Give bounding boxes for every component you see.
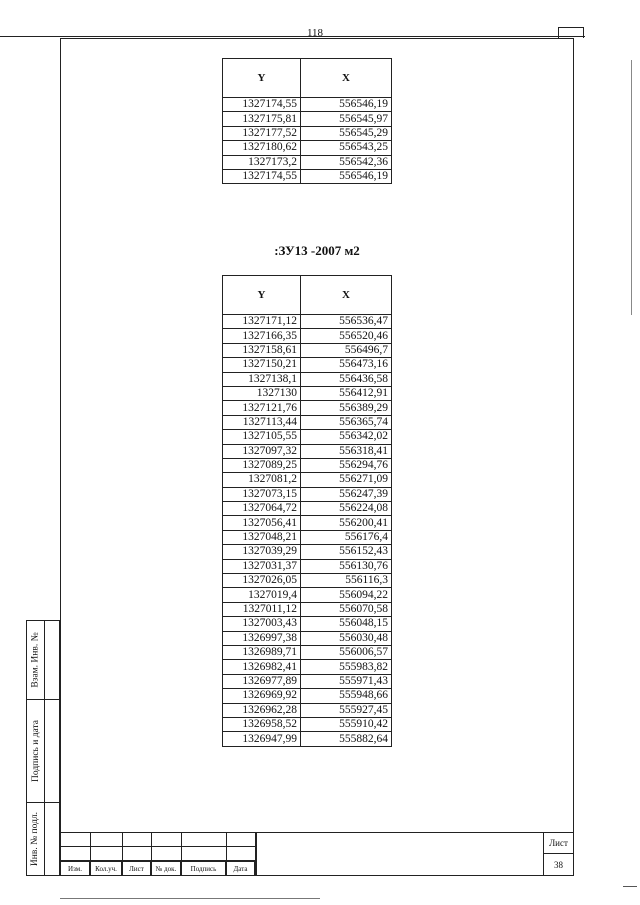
side-stamp-vzam-inv <box>26 620 60 700</box>
title-block-kol-uch: Кол.уч. <box>90 861 122 876</box>
title-block-n-dok: № док. <box>151 861 181 876</box>
title-block-podpis: Подпись <box>181 861 226 876</box>
side-label-vzam-inv: Взам. Инв. № <box>27 621 45 699</box>
table-row <box>223 430 392 444</box>
cell-x: 556412,91 <box>301 386 392 400</box>
sheet-number-box <box>543 832 574 876</box>
cell-y: 1327138,1 <box>223 372 301 386</box>
title-block-data: Дата <box>226 861 255 876</box>
cell-x: 556342,02 <box>301 430 392 444</box>
cell-y: 1326997,38 <box>223 631 301 645</box>
coordinates-table-1 <box>222 58 392 184</box>
cell-x: 555983,82 <box>301 660 392 674</box>
cell-x: 556389,29 <box>301 401 392 415</box>
cell-x: 556545,97 <box>301 112 392 126</box>
table-row <box>223 660 392 674</box>
table-row <box>223 717 392 731</box>
cell-y: 1327056,41 <box>223 516 301 530</box>
cell-y: 1327105,55 <box>223 430 301 444</box>
title-block-izm: Изм. <box>60 861 90 876</box>
cell-x: 556520,46 <box>301 329 392 343</box>
title-block-list: Лист <box>122 861 151 876</box>
cell-x: 556546,19 <box>301 169 392 183</box>
cell-y: 1326989,71 <box>223 645 301 659</box>
sheet-label: Лист <box>544 833 573 854</box>
cell-x: 556070,58 <box>301 602 392 616</box>
cell-y: 1326977,89 <box>223 674 301 688</box>
table-row <box>223 372 392 386</box>
sheet-number: 38 <box>554 860 563 870</box>
table-row <box>223 343 392 357</box>
side-label-inv-podl: Инв. № подл. <box>27 803 45 875</box>
cell-y: 1326947,99 <box>223 732 301 746</box>
cell-y: 1327174,55 <box>223 169 301 183</box>
title-block-divider <box>226 832 227 861</box>
cell-y: 1327166,35 <box>223 329 301 343</box>
table-row <box>223 473 392 487</box>
cell-x: 555910,42 <box>301 717 392 731</box>
top-rule <box>0 36 585 37</box>
cell-x: 555927,45 <box>301 703 392 717</box>
cell-y: 1327073,15 <box>223 487 301 501</box>
table-row <box>223 574 392 588</box>
title-block-divider <box>181 832 182 861</box>
cell-x: 555948,66 <box>301 689 392 703</box>
cell-x: 556365,74 <box>301 415 392 429</box>
table-row <box>223 703 392 717</box>
cell-x: 556247,39 <box>301 487 392 501</box>
cell-y: 1327031,37 <box>223 559 301 573</box>
table-row <box>223 155 392 169</box>
table-row <box>223 458 392 472</box>
cell-x: 556436,58 <box>301 372 392 386</box>
title-block-divider <box>151 832 152 861</box>
cell-x: 556542,36 <box>301 155 392 169</box>
cell-x: 556030,48 <box>301 631 392 645</box>
cell-y: 1326962,28 <box>223 703 301 717</box>
table-row <box>223 516 392 530</box>
column-header-x: X <box>301 59 392 98</box>
cell-y: 1327097,32 <box>223 444 301 458</box>
cell-y: 1327150,21 <box>223 358 301 372</box>
cell-y: 1327019,4 <box>223 588 301 602</box>
table-row <box>223 530 392 544</box>
table-row <box>223 358 392 372</box>
cell-x: 556006,57 <box>301 645 392 659</box>
table-row <box>223 126 392 140</box>
table-row <box>223 169 392 183</box>
cell-y: 1327003,43 <box>223 617 301 631</box>
side-stamp-inv-podl <box>26 803 60 876</box>
cell-y: 1327026,05 <box>223 574 301 588</box>
bottom-scan-line <box>60 898 320 899</box>
cell-y: 1327175,81 <box>223 112 301 126</box>
side-label-podpis-data: Подпись и дата <box>27 700 45 802</box>
cell-x: 556546,19 <box>301 98 392 112</box>
table-row <box>223 444 392 458</box>
table-row <box>223 315 392 329</box>
table-row <box>223 487 392 501</box>
cell-y: 1327039,29 <box>223 545 301 559</box>
column-header-y: Y <box>223 59 301 98</box>
bottom-edge-mark <box>623 886 637 887</box>
side-stamp-podpis-data <box>26 700 60 803</box>
cell-y: 1327158,61 <box>223 343 301 357</box>
cell-y: 1327113,44 <box>223 415 301 429</box>
table-row <box>223 602 392 616</box>
cell-x: 556200,41 <box>301 516 392 530</box>
cell-x: 556318,41 <box>301 444 392 458</box>
cell-y: 1327089,25 <box>223 458 301 472</box>
cell-x: 555971,43 <box>301 674 392 688</box>
table-row <box>223 631 392 645</box>
cell-x: 556130,76 <box>301 559 392 573</box>
table-row <box>223 329 392 343</box>
cell-y: 1326982,41 <box>223 660 301 674</box>
cell-x: 556094,22 <box>301 588 392 602</box>
cell-x: 556271,09 <box>301 473 392 487</box>
table-row <box>223 141 392 155</box>
cell-x: 556543,25 <box>301 141 392 155</box>
cell-x: 556224,08 <box>301 502 392 516</box>
cell-x: 556496,7 <box>301 343 392 357</box>
cell-y: 1327180,62 <box>223 141 301 155</box>
table-row <box>223 98 392 112</box>
cell-y: 1326969,92 <box>223 689 301 703</box>
cell-y: 1327130 <box>223 386 301 400</box>
coordinates-table-2 <box>222 275 392 747</box>
top-right-box <box>558 27 584 38</box>
cell-x: 556294,76 <box>301 458 392 472</box>
table-row <box>223 559 392 573</box>
cell-y: 1327011,12 <box>223 602 301 616</box>
cell-x: 556473,16 <box>301 358 392 372</box>
table-row <box>223 689 392 703</box>
table-row <box>223 588 392 602</box>
right-edge-line <box>631 60 632 315</box>
cell-y: 1327064,72 <box>223 502 301 516</box>
table-row <box>223 502 392 516</box>
cell-y: 1327121,76 <box>223 401 301 415</box>
section-title: :ЗУ13 -2007 м2 <box>274 243 360 258</box>
table-row <box>223 386 392 400</box>
title-block-divider <box>122 832 123 861</box>
title-block-divider <box>90 832 91 861</box>
table-row <box>223 617 392 631</box>
cell-y: 1327173,2 <box>223 155 301 169</box>
table-header-row <box>223 59 392 98</box>
table-row <box>223 112 392 126</box>
table-row <box>223 401 392 415</box>
table-row <box>223 545 392 559</box>
column-header-y: Y <box>223 276 301 315</box>
cell-x: 556152,43 <box>301 545 392 559</box>
cell-y: 1327177,52 <box>223 126 301 140</box>
cell-x: 556116,3 <box>301 574 392 588</box>
table-row <box>223 645 392 659</box>
cell-y: 1327174,55 <box>223 98 301 112</box>
table-header-row <box>223 276 392 315</box>
table-row <box>223 415 392 429</box>
cell-x: 556545,29 <box>301 126 392 140</box>
cell-y: 1327048,21 <box>223 530 301 544</box>
page-number: 118 <box>306 27 324 39</box>
cell-x: 556048,15 <box>301 617 392 631</box>
cell-x: 555882,64 <box>301 732 392 746</box>
table-row <box>223 732 392 746</box>
table-row <box>223 674 392 688</box>
cell-y: 1326958,52 <box>223 717 301 731</box>
cell-x: 556176,4 <box>301 530 392 544</box>
cell-y: 1327081,2 <box>223 473 301 487</box>
title-block-divider <box>255 832 257 876</box>
cell-x: 556536,47 <box>301 315 392 329</box>
column-header-x: X <box>301 276 392 315</box>
cell-y: 1327171,12 <box>223 315 301 329</box>
